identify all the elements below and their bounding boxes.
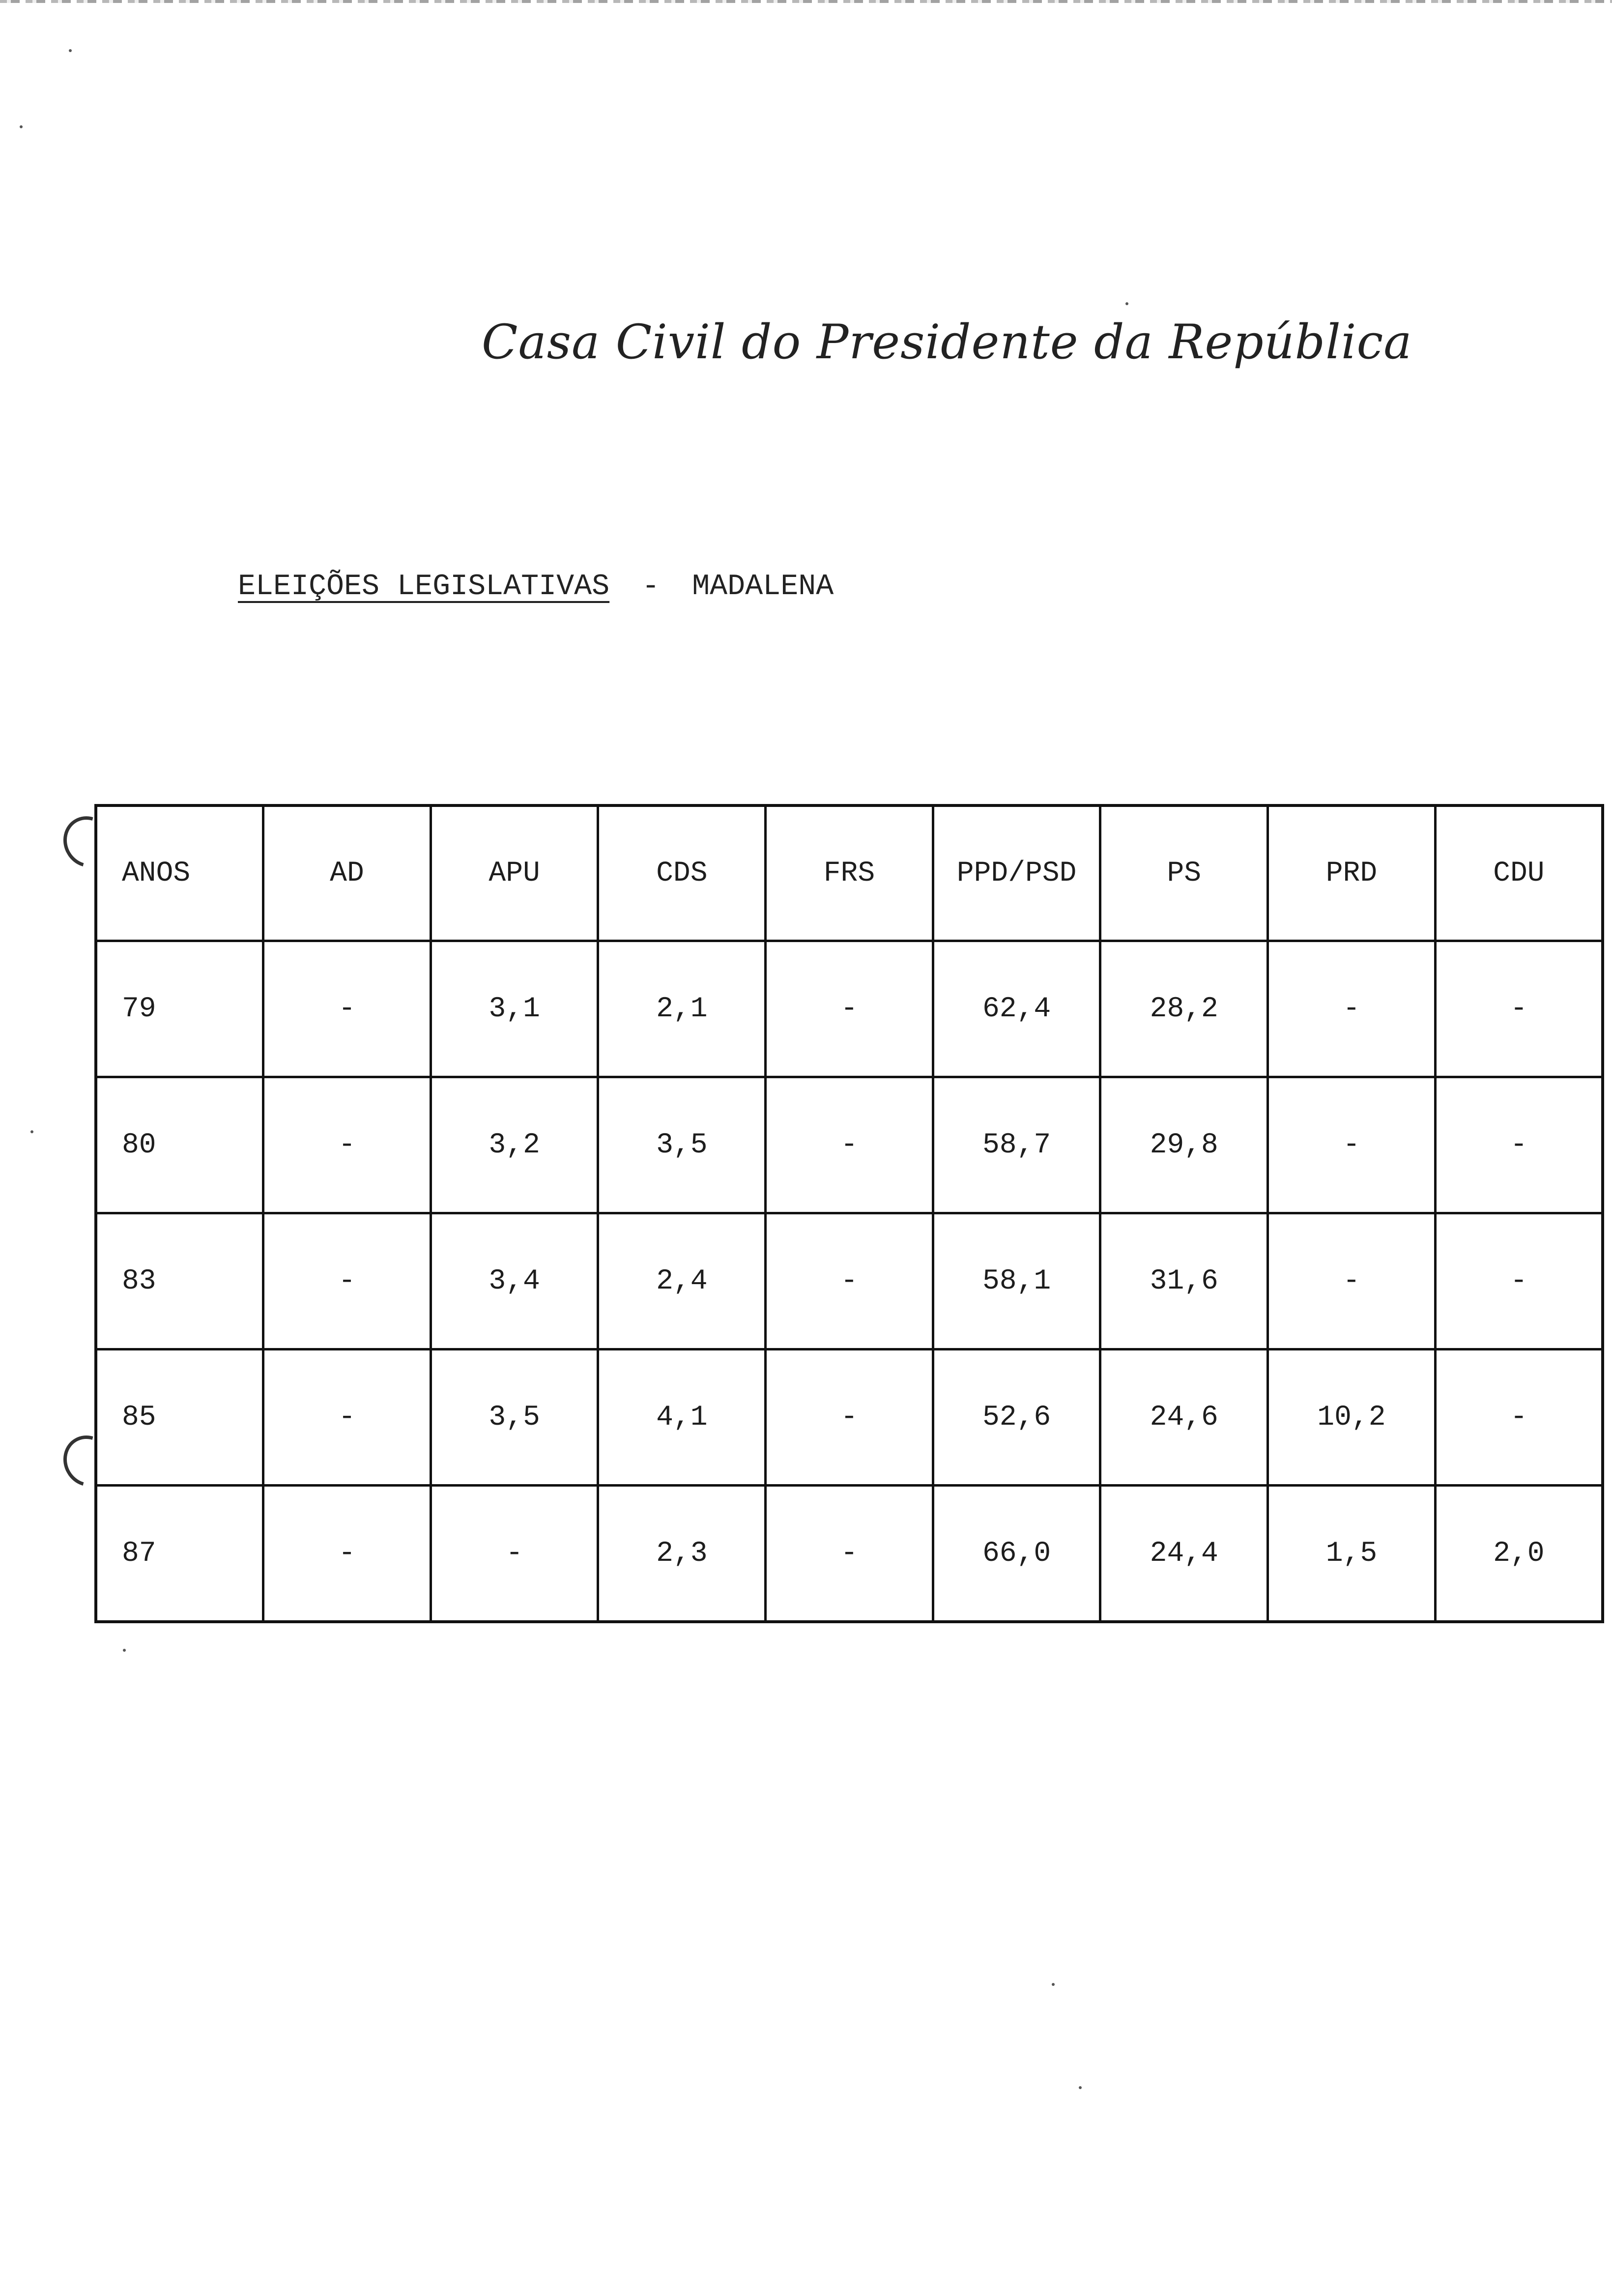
table-row bbox=[96, 1077, 1603, 1213]
scan-speck bbox=[1079, 2086, 1082, 2089]
table-cell: 10,2 bbox=[1268, 1349, 1436, 1486]
table-header-row bbox=[96, 805, 1603, 941]
column-header-ad: AD bbox=[263, 805, 431, 941]
table-cell: - bbox=[766, 1077, 933, 1213]
table-cell: 52,6 bbox=[933, 1349, 1100, 1486]
table-cell: 3,4 bbox=[431, 1213, 598, 1349]
table-cell: - bbox=[766, 1486, 933, 1622]
table-row bbox=[96, 1486, 1603, 1622]
table-cell: 4,1 bbox=[598, 1349, 766, 1486]
table-cell: 2,3 bbox=[598, 1486, 766, 1622]
table-cell: 3,5 bbox=[598, 1077, 766, 1213]
table-cell: 28,2 bbox=[1100, 941, 1268, 1077]
table-cell: - bbox=[263, 1077, 431, 1213]
column-header-cds: CDS bbox=[598, 805, 766, 941]
scan-speck bbox=[69, 49, 72, 52]
column-header-ppd-psd: PPD/PSD bbox=[933, 805, 1100, 941]
table-row bbox=[96, 941, 1603, 1077]
table-cell: - bbox=[263, 1486, 431, 1622]
scan-speck bbox=[123, 1649, 126, 1652]
column-header-frs: FRS bbox=[766, 805, 933, 941]
table-cell: 2,4 bbox=[598, 1213, 766, 1349]
table-cell: - bbox=[1268, 1077, 1436, 1213]
table-cell: 2,0 bbox=[1435, 1486, 1603, 1622]
table-cell: - bbox=[1268, 1213, 1436, 1349]
scan-speck bbox=[20, 125, 23, 128]
table-cell: 58,7 bbox=[933, 1077, 1100, 1213]
heading-title: ELEIÇÕES LEGISLATIVAS bbox=[238, 570, 610, 603]
table-cell: - bbox=[263, 1349, 431, 1486]
table-cell: 87 bbox=[96, 1486, 263, 1622]
table-cell: 66,0 bbox=[933, 1486, 1100, 1622]
column-header-apu: APU bbox=[431, 805, 598, 941]
table-row bbox=[96, 1349, 1603, 1486]
table-cell: - bbox=[263, 1213, 431, 1349]
table-cell: - bbox=[431, 1486, 598, 1622]
scan-speck bbox=[1052, 1983, 1055, 1986]
page-heading bbox=[238, 570, 834, 603]
table-cell: 2,1 bbox=[598, 941, 766, 1077]
table-cell: 29,8 bbox=[1100, 1077, 1268, 1213]
table-cell: 58,1 bbox=[933, 1213, 1100, 1349]
scan-speck bbox=[30, 1130, 33, 1133]
column-header-ps: PS bbox=[1100, 805, 1268, 941]
column-header-anos: ANOS bbox=[96, 805, 263, 941]
column-header-prd: PRD bbox=[1268, 805, 1436, 941]
table-cell: 3,5 bbox=[431, 1349, 598, 1486]
table-cell: - bbox=[766, 941, 933, 1077]
table-cell: - bbox=[766, 1213, 933, 1349]
scan-top-edge bbox=[0, 0, 1612, 3]
table-cell: 1,5 bbox=[1268, 1486, 1436, 1622]
table-cell: - bbox=[1435, 941, 1603, 1077]
table-cell: - bbox=[766, 1349, 933, 1486]
table-cell: 85 bbox=[96, 1349, 263, 1486]
table-cell: 79 bbox=[96, 941, 263, 1077]
heading-location: MADALENA bbox=[692, 570, 834, 603]
table-cell: 3,2 bbox=[431, 1077, 598, 1213]
heading-separator: - bbox=[642, 570, 660, 603]
table-cell: 83 bbox=[96, 1213, 263, 1349]
table-cell: 24,4 bbox=[1100, 1486, 1268, 1622]
table-cell: - bbox=[1435, 1077, 1603, 1213]
table-cell: - bbox=[1435, 1349, 1603, 1486]
table-cell: - bbox=[1268, 941, 1436, 1077]
table-cell: 31,6 bbox=[1100, 1213, 1268, 1349]
table-cell: - bbox=[1435, 1213, 1603, 1349]
column-header-cdu: CDU bbox=[1435, 805, 1603, 941]
table-cell: - bbox=[263, 941, 431, 1077]
scan-speck bbox=[1125, 302, 1128, 305]
table-cell: 3,1 bbox=[431, 941, 598, 1077]
election-results-table bbox=[94, 804, 1604, 1623]
table-row bbox=[96, 1213, 1603, 1349]
letterhead: Casa Civil do Presidente da República bbox=[482, 315, 1412, 370]
table-cell: 80 bbox=[96, 1077, 263, 1213]
table-cell: 62,4 bbox=[933, 941, 1100, 1077]
table-cell: 24,6 bbox=[1100, 1349, 1268, 1486]
